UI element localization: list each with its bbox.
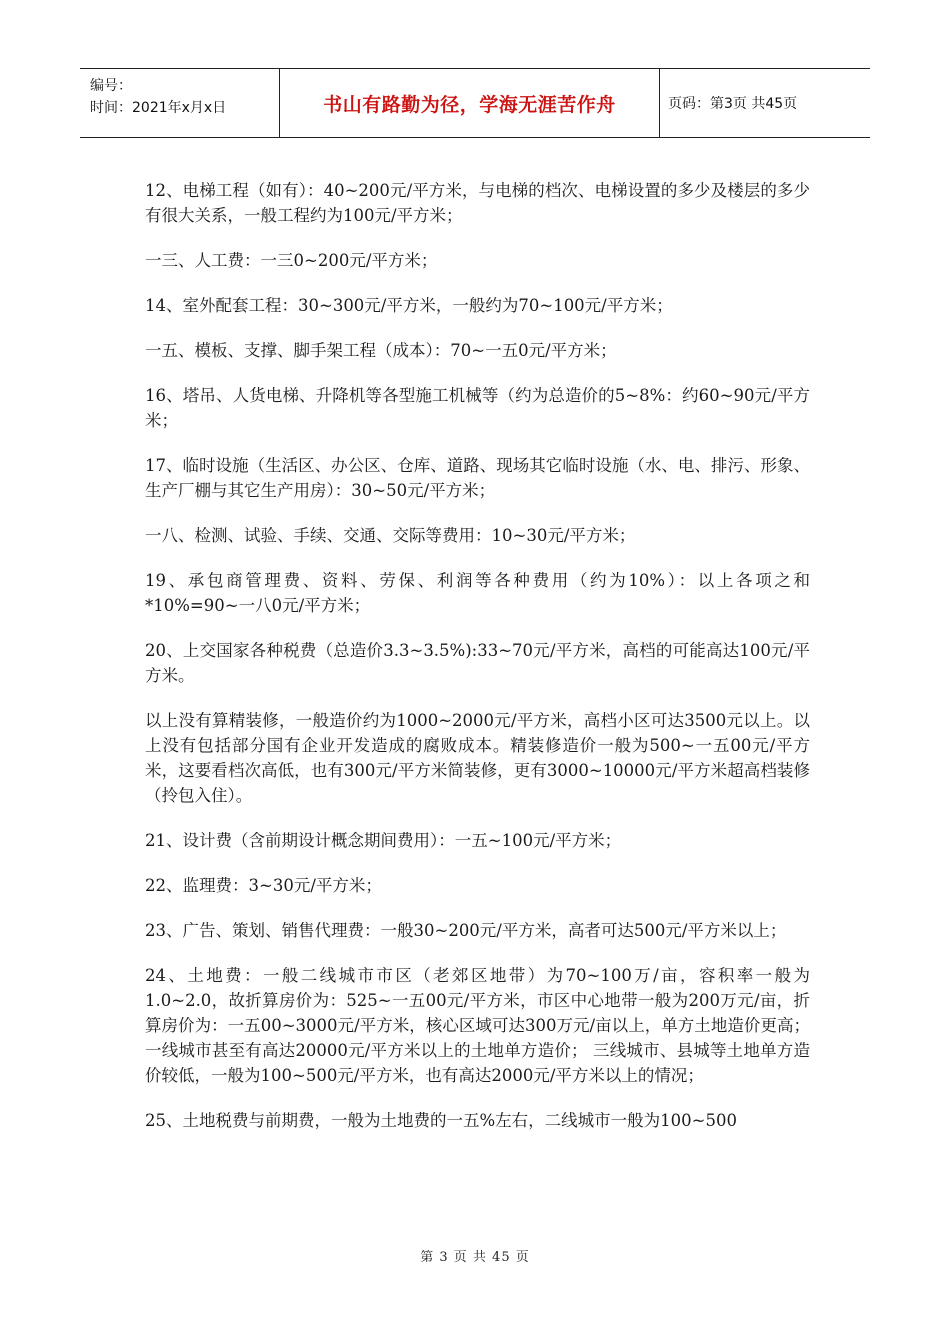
paragraph-25: 25、土地税费与前期费，一般为土地费的一五%左右，二线城市一般为100~500 <box>145 1111 737 1130</box>
paragraph-16: 16、塔吊、人货电梯、升降机等各型施工机械等（约为总造价的5~8%：约60~90元/平方米； <box>145 386 810 430</box>
document-time-label: 时间：2021年x月x日 <box>90 100 227 116</box>
page-footer: 第 3 页 共 45 页 <box>420 1250 530 1265</box>
page-header <box>80 68 870 138</box>
paragraph-summary: 以上没有算精装修，一般造价约为1000~2000元/平方米，高档小区可达3500元以上。以上没有包括部分国有企业开发造成的腐败成本。精装修造价一般为500~一五00元/平方米，这要看档次高低，也有300元/平方米简装修，更有3000~10000元/平方米超高档装修（拎包入住）。 <box>145 711 810 805</box>
paragraph-14: 14、室外配套工程：30~300元/平方米，一般约为70~100元/平方米； <box>145 296 673 315</box>
paragraph-18: 一八、检测、试验、手续、交通、交际等费用：10~30元/平方米； <box>145 526 636 545</box>
paragraph-19: 19、承包商管理费、资料、劳保、利润等各种费用（约为10%）：以上各项之和*10%=90~一八0元/平方米； <box>145 571 810 615</box>
paragraph-13: 一三、人工费：一三0~200元/平方米； <box>145 251 438 270</box>
document-number-label: 编号： <box>90 78 132 94</box>
document-body <box>145 178 810 1153</box>
paragraph-15: 一五、模板、支撑、脚手架工程（成本）：70~一五0元/平方米； <box>145 341 617 360</box>
paragraph-24: 24、土地费：一般二线城市市区（老郊区地带）为70~100万/亩，容积率一般为1.0~2.0，故折算房价为：525~一五00元/平方米，市区中心地带一般为200万元/亩，折算房价为：一五00~3000元/平方米，核心区域可达300万元/亩以上，单方土地造价更高；一线城市甚至有高达20000元/平方米以上的土地单方造价； 三线城市、县城等土地单方造价较低，一般为100~500元/平方米，也有高达2000元/平方米以上的情况； <box>145 966 810 1085</box>
paragraph-20: 20、上交国家各种税费（总造价3.3~3.5%):33~70元/平方米，高档的可能高达100元/平方米。 <box>145 641 810 685</box>
paragraph-12: 12、电梯工程（如有）：40~200元/平方米，与电梯的档次、电梯设置的多少及楼层的多少有很大关系，一般工程约为100元/平方米； <box>145 181 810 225</box>
paragraph-22: 22、监理费：3~30元/平方米； <box>145 876 382 895</box>
paragraph-21: 21、设计费（含前期设计概念期间费用）：一五~100元/平方米； <box>145 831 622 850</box>
paragraph-23: 23、广告、策划、销售代理费：一般30~200元/平方米，高者可达500元/平方米以上； <box>145 921 787 940</box>
header-page-info: 页码：第3页 共45页 <box>668 96 798 112</box>
paragraph-17: 17、临时设施（生活区、办公区、仓库、道路、现场其它临时设施（水、电、排污、形象、生产厂棚与其它生产用房）：30~50元/平方米； <box>145 456 810 500</box>
header-meta <box>80 69 280 137</box>
header-motto: 书山有路勤为径，学海无涯苦作舟 <box>280 69 660 137</box>
